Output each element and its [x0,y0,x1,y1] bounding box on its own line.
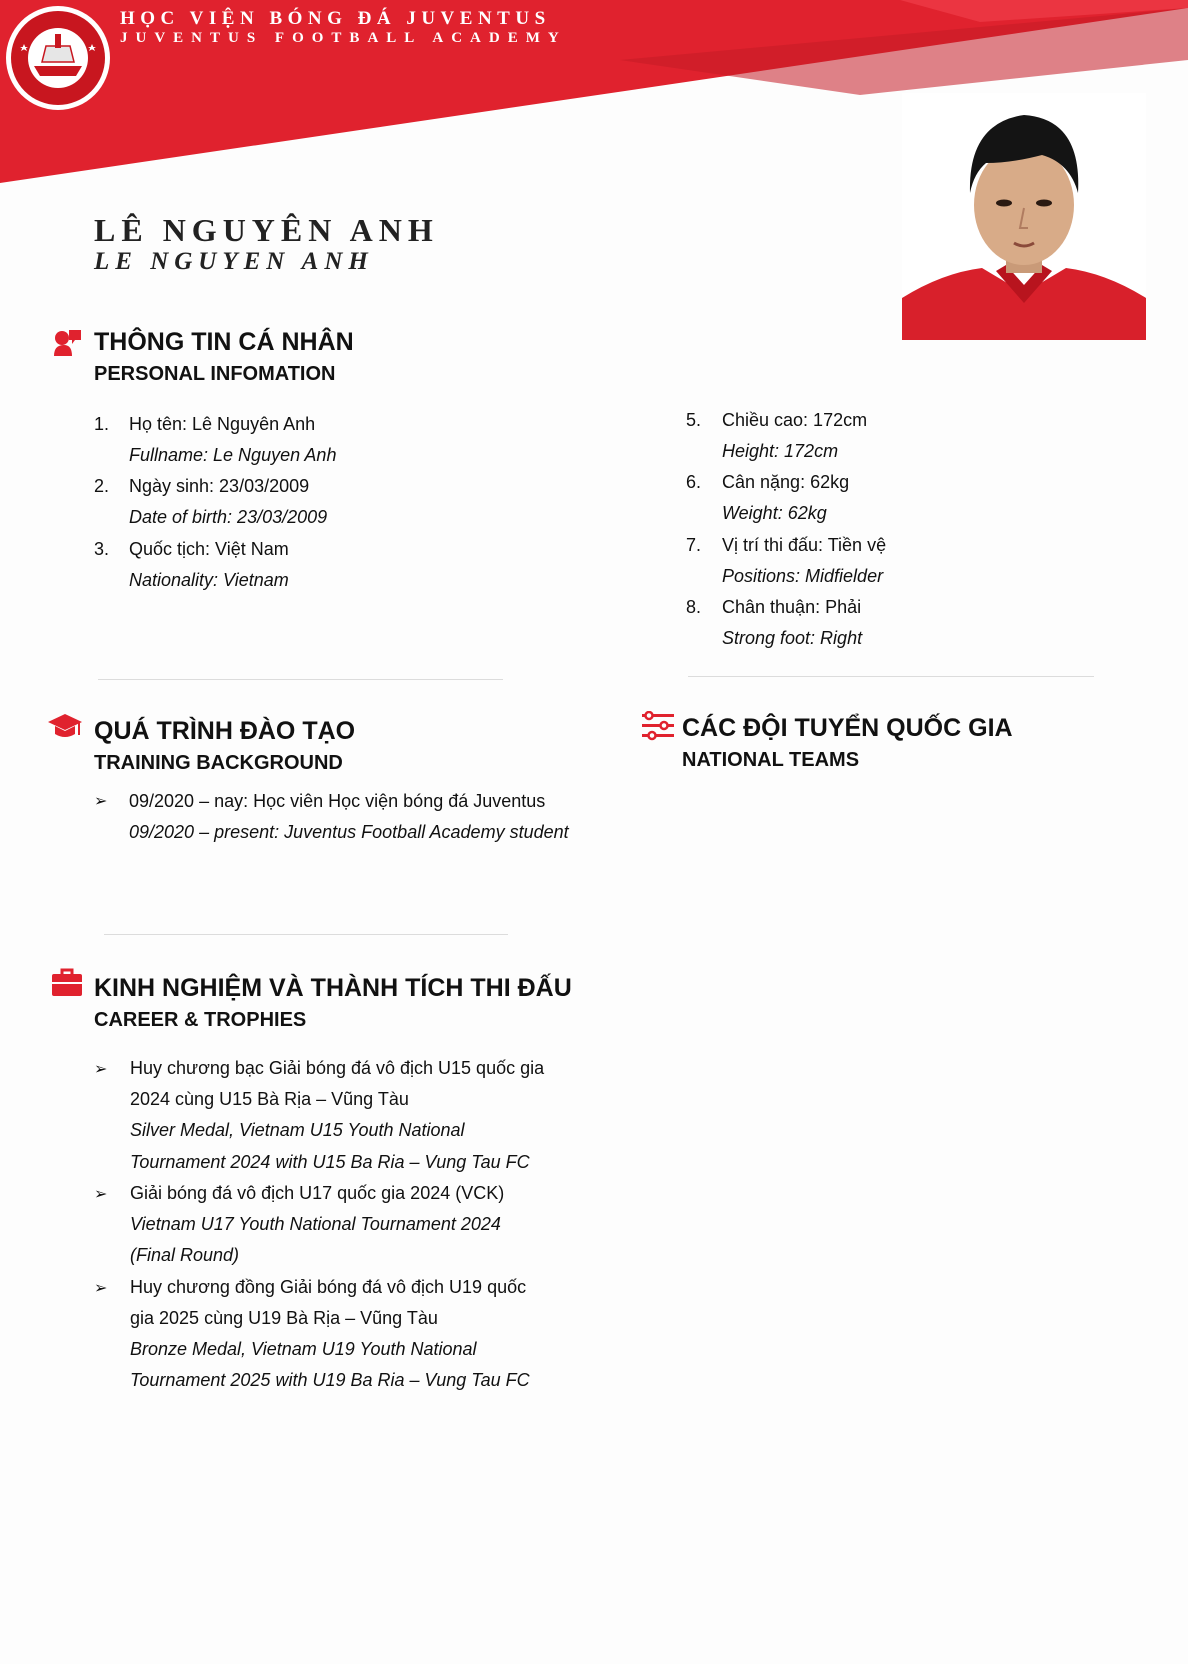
arrow-bullet-icon: ➢ [94,1280,108,1297]
item-number: 3. [94,539,110,559]
item-number: 7. [686,535,702,555]
nationality-en: Nationality: Vietnam [129,570,289,590]
height-vn: Chiều cao: 172cm [722,410,868,430]
position-vn: Vị trí thi đấu: Tiền vệ [722,535,887,555]
career-item-vn: Huy chương bạc Giải bóng đá vô địch U15 quốc gia [130,1058,545,1078]
weight-vn: Cân nặng: 62kg [722,472,850,492]
item-number: 8. [686,597,702,617]
training-item-en: 09/2020 – present: Juventus Football Academy student [129,822,569,842]
arrow-bullet-icon: ➢ [94,1186,108,1203]
position-en: Positions: Midfielder [722,566,884,586]
career-item-en: Tournament 2025 with U19 Ba Ria – Vung Tau FC [130,1370,530,1390]
player-name-vn: LÊ NGUYÊN ANH [94,212,439,248]
person-speech-icon [52,328,82,358]
item-number: 5. [686,410,702,430]
career-item-en: Vietnam U17 Youth National Tournament 2024 [130,1214,501,1234]
item-number: 6. [686,472,702,492]
divider [98,679,503,680]
national-title-en: NATIONAL TEAMS [682,749,860,771]
weight-en: Weight: 62kg [722,503,827,523]
strong-foot-vn: Chân thuận: Phải [722,597,862,617]
training-title-vn: QUÁ TRÌNH ĐÀO TẠO [94,717,356,745]
height-en: Height: 172cm [722,441,839,461]
arrow-bullet-icon: ➢ [94,793,108,810]
fullname-vn: Họ tên: Lê Nguyên Anh [129,414,316,434]
player-photo [902,93,1146,340]
personal-title-vn: THÔNG TIN CÁ NHÂN [94,328,354,356]
fullname-en: Fullname: Le Nguyen Anh [129,445,337,465]
club-logo [2,4,114,112]
training-item-vn: 09/2020 – nay: Học viên Học viện bóng đá Juventus [129,791,546,811]
nationality-vn: Quốc tịch: Việt Nam [129,539,289,559]
career-item-vn: Giải bóng đá vô địch U17 quốc gia 2024 (VCK) [130,1183,505,1203]
academy-name-en: JUVENTUS FOOTBALL ACADEMY [120,30,567,46]
career-title-en: CAREER & TROPHIES [94,1009,307,1031]
career-item-en: Bronze Medal, Vietnam U19 Youth National [130,1339,477,1359]
item-number: 2. [94,476,110,496]
career-title-vn: KINH NGHIỆM VÀ THÀNH TÍCH THI ĐẤU [94,974,572,1002]
career-item-vn: 2024 cùng U15 Bà Rịa – Vũng Tàu [130,1089,409,1109]
sliders-list-icon [642,711,674,741]
player-name-en: LE NGUYEN ANH [94,248,374,275]
personal-title-en: PERSONAL INFOMATION [94,363,336,385]
training-title-en: TRAINING BACKGROUND [94,752,343,774]
dob-en: Date of birth: 23/03/2009 [129,507,328,527]
career-item-en: Tournament 2024 with U15 Ba Ria – Vung Tau FC [130,1152,530,1172]
career-item-en: Silver Medal, Vietnam U15 Youth National [130,1120,465,1140]
item-number: 1. [94,414,110,434]
briefcase-icon [52,968,82,996]
arrow-bullet-icon: ➢ [94,1061,108,1078]
divider [104,934,508,935]
career-item-en: (Final Round) [130,1245,240,1265]
graduation-cap-icon [48,714,82,742]
national-title-vn: CÁC ĐỘI TUYỂN QUỐC GIA [682,714,1013,742]
academy-name-vn: HỌC VIỆN BÓNG ĐÁ JUVENTUS [120,8,551,29]
strong-foot-en: Strong foot: Right [722,628,863,648]
career-item-vn: gia 2025 cùng U19 Bà Rịa – Vũng Tàu [130,1308,438,1328]
dob-vn: Ngày sinh: 23/03/2009 [129,476,310,496]
career-item-vn: Huy chương đồng Giải bóng đá vô địch U19 quốc [130,1277,527,1297]
divider [688,676,1094,677]
